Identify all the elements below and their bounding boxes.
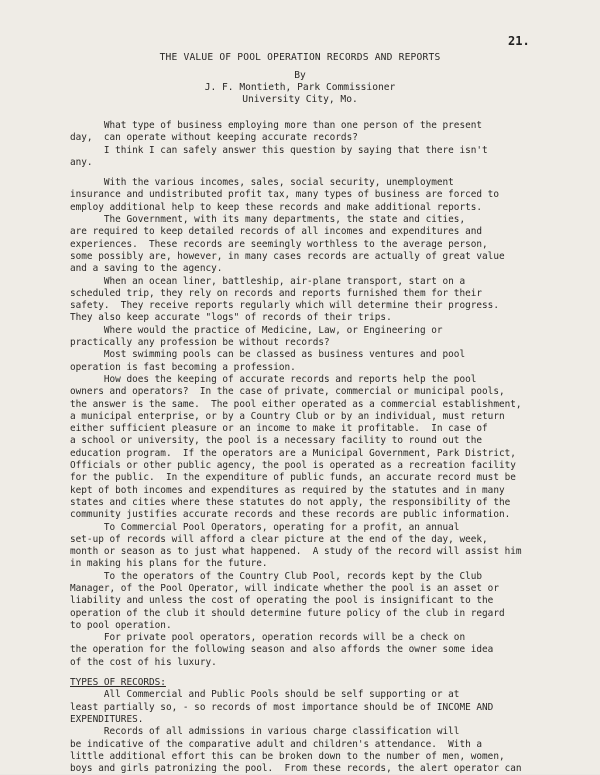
text-line: boys and girls patronizing the pool. From these records, the alert operator can [70,763,522,775]
text-line: With the various incomes, sales, social security, unemployment [70,177,454,189]
text-line: Manager, of the Pool Operator, will indicate whether the pool is an asset or [70,582,499,594]
text-line: states and cities where these statutes do not apply, the responsibility of the [70,496,511,508]
text-line: operation is fast becoming a profession. [70,361,296,373]
text-line: are required to keep detailed records of all incomes and expenditures and [70,226,483,238]
article-body [70,120,544,775]
text-line: experiences. These records are seemingly worthless to the average person, [70,238,488,250]
text-line: kept of both incomes and expenditures as required by the statutes and in many [70,484,505,496]
text-line: practically any profession be without records? [70,337,330,349]
text-line: in making his plans for the future. [70,558,268,570]
text-line: day, can operate without keeping accurate records? [70,132,358,144]
text-line: set-up of records will afford a clear picture at the end of the day, week, [70,533,488,545]
text-line: to pool operation. [70,619,172,631]
text-line: insurance and undistributed profit tax, many types of business are forced to [70,189,499,201]
text-line: little additional effort this can be broken down to the number of men, women, [70,750,505,762]
text-line: To the operators of the Country Club Pool, records kept by the Club [70,570,483,582]
text-line: education program. If the operators are a Municipal Government, Park District, [70,447,516,459]
text-line: Officials or other public agency, the pool is operated as a recreation facility [70,460,516,472]
text-line: safety. They receive reports regularly which will determine their progress. [70,300,499,312]
text-line: scheduled trip, they rely on records and reports furnished them for their [70,287,483,299]
text-line: of the cost of his luxury. [70,656,217,668]
text-line: EXPENDITURES. [70,713,144,725]
text-line: any. [70,156,93,168]
paragraph-gap [70,169,544,177]
text-line: operation of the club it should determine future policy of the club in regard [70,607,505,619]
text-line: For private pool operators, operation records will be a check on [70,632,466,644]
text-line: community justifies accurate records and these records are public information. [70,509,511,521]
text-line: I think I can safely answer this question by saying that there isn't [70,144,488,156]
text-line: month or season as to just what happened. A study of the record will assist him [70,546,522,558]
text-line: either sufficient pleasure or an income to make it profitable. In case of [70,423,488,435]
byline-author: J. F. Montieth, Park Commissioner [204,82,396,93]
text-line: and a saving to the agency. [70,263,223,275]
text-line: When an ocean liner, battleship, air-plane transport, start on a [70,275,466,287]
text-line: be indicative of the comparative adult and children's attendance. With a [70,738,483,750]
text-line: employ additional help to keep these records and make additional reports. [70,201,483,213]
text-line: least partially so, - so records of most importance should be of INCOME AND [70,701,494,713]
text-line: owners and operators? In the case of private, commercial or municipal pools, [70,386,505,398]
paragraph-gap [70,669,544,677]
text-line: They also keep accurate "logs" of records of their trips. [70,312,392,324]
text-line: a municipal enterprise, or by a Country Club or by an individual, must return [70,410,505,422]
text-line: Where would the practice of Medicine, Law, or Engineering or [70,324,443,336]
byline-by: By [294,70,306,81]
text-line: some possibly are, however, in many cases records are actually of great value [70,250,505,262]
text-line: The Government, with its many departments, the state and cities, [70,214,466,226]
text-line: for the public. In the expenditure of public funds, an accurate record must be [70,472,516,484]
text-line: What type of business employing more than one person of the present [70,120,483,131]
text-line: How does the keeping of accurate records and reports help the pool [70,373,477,385]
article-title: THE VALUE OF POOL OPERATION RECORDS AND REPORTS [159,52,441,63]
text-line: a school or university, the pool is a necessary facility to round out the [70,435,483,447]
text-line: Records of all admissions in various charge classification will [70,726,460,738]
text-line: liability and unless the cost of operating the pool is insignificant to the [70,595,494,607]
page-number: 21. [508,34,530,48]
text-line: the answer is the same. The pool either operated as a commercial establishment, [70,398,522,410]
section-heading: TYPES OF RECORDS: [70,677,166,689]
text-line: Most swimming pools can be classed as business ventures and pool [70,349,466,361]
text-line: the operation for the following season and also affords the owner some idea [70,644,494,656]
byline-location: University City, Mo. [242,94,358,105]
text-line: All Commercial and Public Pools should be self supporting or at [70,689,460,701]
text-line: To Commercial Pool Operators, operating for a profit, an annual [70,521,460,533]
byline [0,70,600,106]
